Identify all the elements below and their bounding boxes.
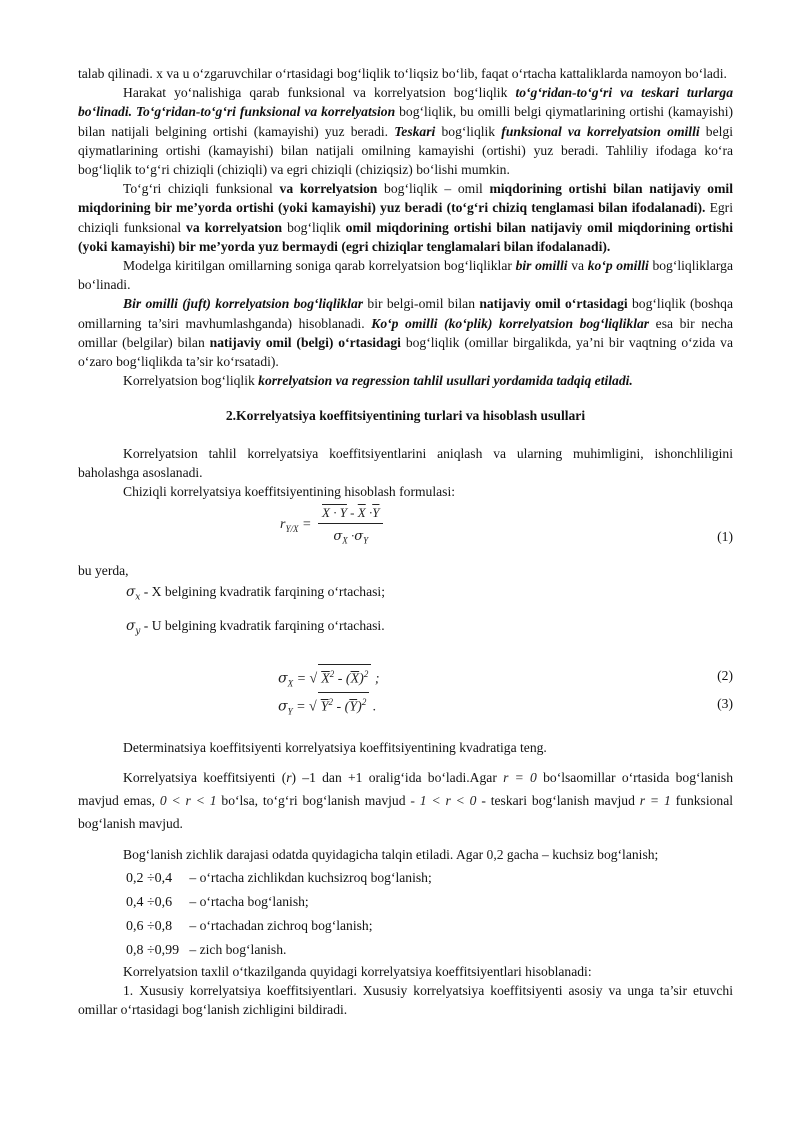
p3-text: va: [567, 258, 588, 274]
math-0-2: 0,2: [486, 846, 504, 862]
p1-emphasis: funksional va korrelyatsion omilli: [501, 123, 700, 139]
section-heading: 2.Korrelyatsiya koeffitsiyentining turlari va hisoblash usullari: [225, 408, 586, 424]
math-r-between-neg1-0: - 1 < r < 0: [410, 792, 477, 808]
p1-text: belgi qiymatlarining ortishi (kamayishi) bilan natijali omilning kamayishi (ortishi) yuz beradi. Tahliliy ifodaga ko‘ra bog‘liqlik to‘g‘ri chiziqli (chiziqli) va egri chiziqli (chiziqsiz) bo‘lishi mumkin.: [78, 123, 733, 178]
sigma-x-text: - X belgining kvadratik farqining o‘rtachasi;: [140, 584, 385, 600]
p9-r: r: [286, 769, 292, 785]
p4-bold: natijaviy omil o‘rtasidagi: [479, 296, 628, 312]
paragraph-11: Korrelyatsion taxlil o‘tkazilganda quyidagi korrelyatsiya koeffitsiyentlari hisoblanadi:: [123, 963, 592, 979]
p9-text: bo‘lsaomillar o‘rtasida bog‘lanish mavjud emas,: [78, 769, 734, 808]
formula-1: [78, 501, 733, 559]
paragraph-10: [78, 845, 733, 864]
list-item: [78, 938, 733, 962]
list-item: [78, 866, 733, 890]
level-range: 0,6 ÷0,8: [126, 918, 173, 934]
math-r-eq-1: r = 1: [639, 792, 671, 808]
p3-text: Modelga kiritilgan omillarning soniga qarab korrelyatsion bog‘liqliklar: [123, 258, 516, 274]
paragraph-0: talab qilinadi. x va u o‘zgaruvchilar o‘rtasidagi bog‘liqlik to‘liqsiz bo‘lib, faqat o‘rtacha kattaliklarda namoyon bo‘ladi.: [78, 66, 727, 81]
p1-text: bog‘liqlik: [435, 123, 502, 139]
p4-emphasis: Bir omilli (juft) korrelyatsion bog‘liqliklar: [123, 296, 364, 312]
math-r-between-0-1: 0 < r < 1: [159, 792, 217, 808]
p2-text: Egri chiziqli funksional: [78, 200, 733, 235]
paragraph-2: [78, 179, 733, 256]
p10-text: Bog‘lanish zichlik darajasi odatda quyidagicha talqin etiladi. Agar: [123, 846, 487, 862]
p1-emphasis: Teskari: [394, 123, 436, 139]
formula-3: $\sigma_Y$ = √ $Y^2 - (\overline{Y})^2$ .: [278, 692, 376, 722]
levels-list: [78, 866, 733, 962]
paragraph-8: Determinatsiya koeffitsiyenti korrelyatsiya koeffitsiyentining kvadratiga teng.: [123, 740, 547, 756]
list-item: [78, 914, 733, 938]
p4-text: bog‘liqlik (omillar birgalikda, ya’ni bir vaqtning o‘zida va o‘zaro bog‘liqlikda ta’sir ko‘rsatadi).: [78, 334, 734, 370]
p2-bold: omil miqdorining ortishi bilan natijaviy omil miqdorining ortishi (yoki kamayishi) bir me’yorda yuz bermaydi (egri chiziqlar tenglamalari bilan ifodalanadi).: [78, 219, 733, 254]
level-range: 0,8 ÷0,99: [126, 942, 180, 958]
p9-text: Korrelyatsiya koeffitsiyenti (: [123, 769, 287, 785]
paragraph-4: [78, 294, 733, 371]
paragraph-7: Chiziqli korrelyatsiya koeffitsiyentining hisoblash formulasi:: [123, 484, 455, 500]
p4-text: bog‘liqlik (boshqa omillarning ta’siri mavhumlashganda) hisoblanadi.: [78, 296, 733, 331]
p2-bold: va korrelyatsion: [279, 181, 378, 197]
paragraph-5: [78, 371, 733, 390]
p9-text: ) –1 dan +1 oralig‘ida bo‘ladi.Agar: [291, 769, 504, 785]
document-page: [78, 64, 733, 1019]
p2-text: bog‘liqlik: [282, 219, 346, 235]
formula-1-fraction: $\frac{X \cdot Y - \overline{X} \cdot\overline{Y}}{\sigma_X \cdot\sigma_Y}$: [318, 503, 383, 551]
level-text: – o‘rtachadan zichroq bog‘lanish;: [186, 917, 373, 933]
sigma-x-symbol: $\sigma_x$: [126, 584, 141, 604]
math-r-eq-0: r = 0: [503, 769, 537, 785]
p5-emphasis: korrelyatsion va regression tahlil usullari yordamida tadqiq etiladi.: [258, 373, 633, 389]
formulas-2-3: [78, 662, 733, 724]
paragraph-9: [78, 766, 733, 835]
p1-emphasis: to‘g‘ridan-to‘g‘ri va teskari turlarga bo‘linadi. To‘g‘ridan-to‘g‘ri funksional va korrelyatsion: [78, 85, 733, 120]
p2-text: bog‘liqlik – omil: [377, 181, 490, 197]
paragraph-12: 1. Xususiy korrelyatsiya koeffitsiyentlari. Xususiy korrelyatsiya koeffitsiyenti asosiy va unga ta’sir etuvchi omillar o‘rtasidagi bog‘lanish zichligini bildiradi.: [78, 982, 733, 1018]
paragraph-1: [78, 83, 733, 179]
bu-yerda-label: bu yerda,: [78, 563, 129, 579]
equation-number-2: (2): [717, 668, 733, 684]
level-range: 0,4 ÷0,6: [126, 894, 173, 910]
p10-text: gacha – kuchsiz bog‘lanish;: [503, 846, 659, 862]
p3-text: bog‘liqliklarga bo‘linadi.: [78, 258, 733, 293]
p2-text: To‘g‘ri chiziqli funksional: [123, 181, 280, 197]
sigma-y-symbol: $\sigma_y$: [126, 618, 141, 638]
equation-number-1: (1): [717, 529, 733, 545]
paragraph-6: Korrelyatsion tahlil korrelyatsiya koeffitsiyentlarini aniqlash va ularning muhimligini, ishonchliligini baholashga asoslanadi.: [78, 445, 733, 480]
p1-text: bog‘liqlik, bu omilli belgi qiymatlarining ortishi (kamayishi) bilan natijali belgining ortishi (kamayishi) yuz beradi.: [78, 104, 733, 139]
paragraph-3: [78, 256, 733, 294]
p9-text: bo‘lsa, to‘g‘ri bog‘lanish mavjud: [216, 792, 411, 808]
p4-emphasis: Ko‘p omilli (ko‘plik) korrelyatsion bog‘liqliklar: [371, 315, 650, 331]
p4-bold: natijaviy omil (belgi) o‘rtasidagi: [209, 334, 401, 350]
level-range: 0,2 ÷0,4: [126, 870, 173, 886]
equation-number-3: (3): [717, 696, 733, 712]
p4-text: bir belgi-omil bilan: [363, 296, 480, 312]
level-text: – o‘rtacha zichlikdan kuchsizroq bog‘lanish;: [186, 869, 432, 885]
p3-emphasis: ko‘p omilli: [587, 258, 649, 274]
p4-text: esa bir necha omillar (belgilar) bilan: [78, 315, 733, 350]
p9-text: - teskari bog‘lanish mavjud: [476, 792, 640, 808]
p2-bold: va korrelyatsion: [186, 219, 283, 235]
sigma-x-definition: [78, 582, 733, 608]
formula-2: $\sigma_X$ = √ $X^2 - (\overline{X})^2$ ;: [278, 664, 380, 694]
p9-text: funksional bog‘lanish mavjud.: [78, 792, 734, 831]
level-text: – o‘rtacha bog‘lanish;: [186, 893, 309, 909]
p5-text: Korrelyatsion bog‘liqlik: [123, 373, 259, 389]
sigma-y-definition: [78, 616, 733, 642]
list-item: [78, 890, 733, 914]
level-text: – zich bog‘lanish.: [186, 941, 287, 957]
p1-text: Harakat yo‘nalishiga qarab funksional va korrelyatsion bog‘liqlik: [123, 85, 516, 101]
p3-emphasis: bir omilli: [515, 258, 568, 274]
formula-1-lhs: $r_{Y/X}$ =: [280, 517, 312, 535]
sigma-y-text: - U belgining kvadratik farqining o‘rtachasi.: [140, 618, 385, 634]
p2-bold: miqdorining ortishi bilan natijaviy omil miqdorining bir me’yorda ortishi (yoki kamayishi) yuz beradi (to‘g‘ri chiziq tenglamasi bilan ifodalanadi).: [78, 181, 733, 216]
